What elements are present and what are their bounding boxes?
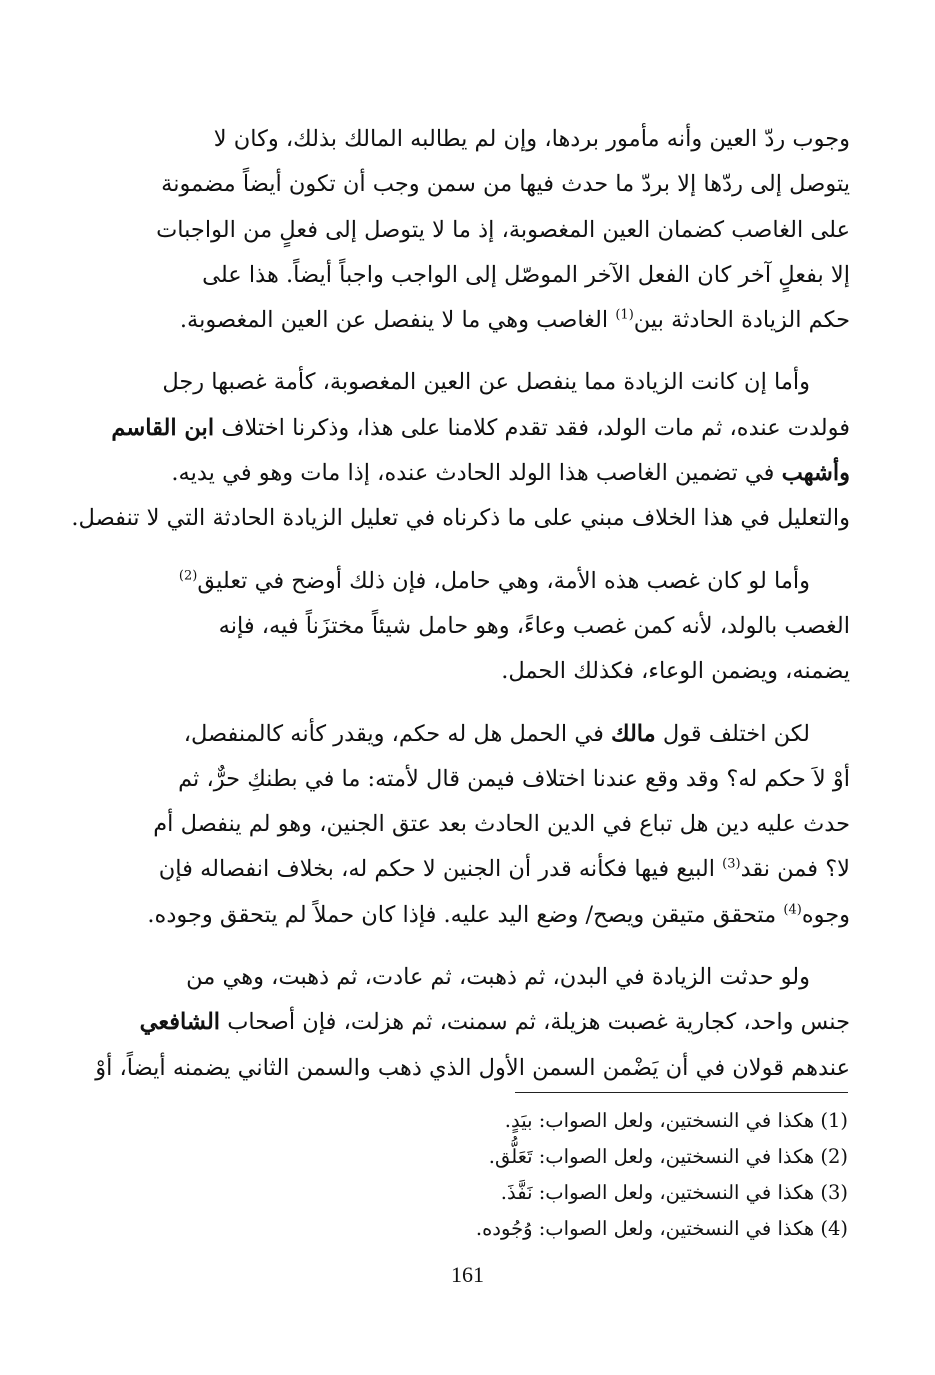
page-number: 161	[451, 1262, 484, 1287]
text-segment: لا؟ فمن نقد	[740, 856, 850, 883]
text-segment: وجوه	[801, 901, 850, 928]
paragraph	[122, 712, 850, 938]
text-line: على الغاصب كضمان العين المغصوبة، إذ ما لا يتوصل إلى فعلٍ من الواجبات	[156, 216, 850, 243]
footnote-ref: (3)	[722, 856, 741, 872]
text-segment: حكم الزيادة الحادثة بين	[633, 307, 850, 334]
paragraph	[122, 559, 850, 695]
text-segment: لكن اختلف قول	[655, 720, 810, 747]
text-line: وجوب ردّ العين وأنه مأمور بردها، وإن لم يطالبه المالك بذلك، وكان لا	[213, 126, 850, 152]
footnotes	[400, 1103, 848, 1247]
footnote-4: (4) هكذا في النسختين، ولعل الصواب: وُجُوده.	[475, 1217, 848, 1240]
text-line: وأما إن كانت الزيادة مما ينفصل عن العين المغصوبة، كأمة غصبها رجل	[162, 369, 810, 396]
text-line: أوْ لاَ حكم له؟ وقد وقع عندنا اختلاف فيمن قال لأمته: ما في بطنكِ حرٌّ، ثم	[178, 765, 850, 792]
text-line	[122, 893, 850, 938]
text-line	[122, 451, 850, 496]
text-line	[122, 1000, 850, 1045]
text-line	[111, 406, 850, 451]
text-segment: متحقق متيقن ويصح/ وضع اليد عليه. فإذا كان حملاً لم يتحقق وجوده.	[147, 901, 784, 928]
text-line: إلا بفعلٍ آخر كان الفعل الآخر الموصّل إلى الواجب واجباً أيضاً. هذا على	[202, 261, 850, 288]
text-line: ولو حدثت الزيادة في البدن، ثم ذهبت، ثم عادت، ثم ذهبت، وهي من	[186, 964, 810, 991]
text-segment: البيع فيها فكأنه قدر أن الجنين لا حكم له، بخلاف انفصاله فإن	[158, 856, 723, 883]
text-line	[122, 712, 850, 757]
paragraph	[122, 117, 850, 343]
text-line: حدث عليه دين هل تباع في الدين الحادث بعد عتق الجنين، وهو لم ينفصل أم	[153, 811, 850, 838]
text-segment: في تضمين الغاصب هذا الولد الحادث عنده، إذا مات وهو في يديه.	[171, 460, 782, 487]
text-line: والتعليل في هذا الخلاف مبني على ما ذكرناه في تعليل الزيادة الحادثة التي لا تنفصل.	[71, 505, 850, 532]
text-segment: فولدت عنده، ثم مات الولد، فقد تقدم كلامنا على هذا، وذكرنا اختلاف	[214, 414, 850, 441]
footnote-1: (1) هكذا في النسختين، ولعل الصواب: بيَدٍ.	[504, 1109, 848, 1132]
footnote-ref: (4)	[783, 902, 802, 918]
footnote-ref: (1)	[615, 307, 634, 323]
text-line	[122, 298, 850, 343]
text-line: عندهم قولان في أن يَضْمن السمن الأول الذي ذهب والسمن الثاني يضمنه أيضاً، أوْ	[95, 1054, 850, 1081]
footnote-3: (3) هكذا في النسختين، ولعل الصواب: نَفَّذَ.	[500, 1181, 848, 1204]
footnote-2: (2) هكذا في النسختين، ولعل الصواب: تَعَلُّق.	[488, 1145, 848, 1168]
text-line	[122, 559, 850, 604]
text-segment: وأما لو كان غصب هذه الأمة، وهي حامل، فإن ذلك أوضح في تعليق	[197, 567, 810, 594]
text-segment: الغاصب وهي ما لا ينفصل عن العين المغصوبة.	[179, 307, 616, 334]
paragraph	[95, 955, 850, 1091]
bold-name: ابن القاسم	[111, 414, 215, 441]
text-line: الغصب بالولد، لأنه كمن غصب وعاءً، وهو حامل شيئاً مختزَناً فيه، فإنه	[218, 612, 850, 639]
bold-name: مالك	[610, 720, 656, 747]
paragraph	[71, 360, 850, 541]
text-line	[122, 847, 850, 892]
text-line: يضمنه، ويضمن الوعاء، فكذلك الحمل.	[501, 658, 850, 685]
footnote-ref: (2)	[178, 568, 198, 584]
bold-name: وأشهب	[781, 460, 850, 487]
text-line: يتوصل إلى ردّها إلا بردّ ما حدث فيها من سمن وجب أن تكون أيضاً مضمونة	[161, 171, 850, 198]
bold-name: الشافعي	[139, 1009, 221, 1036]
text-segment: جنس واحد، كجارية غصبت هزيلة، ثم سمنت، ثم هزلت، فإن أصحاب	[220, 1009, 850, 1036]
main-text	[71, 117, 850, 1108]
footnote-separator	[515, 1092, 848, 1093]
text-segment: في الحمل هل له حكم، ويقدر كأنه كالمنفصل،	[183, 720, 611, 747]
